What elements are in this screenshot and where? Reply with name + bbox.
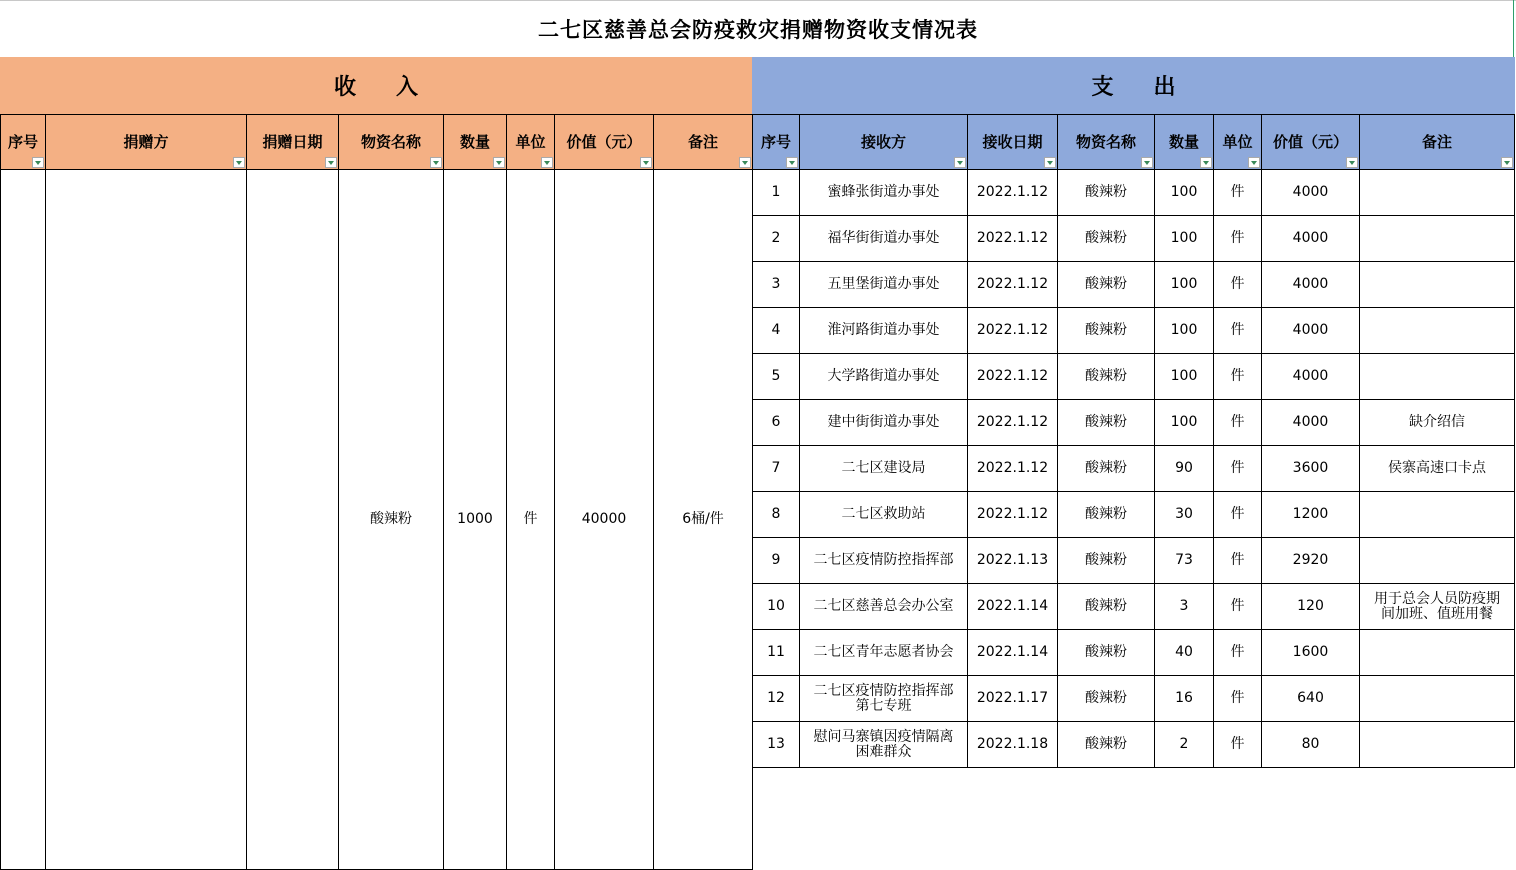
expense-section-header [752, 57, 1516, 114]
expense-note-cell[interactable] [1360, 308, 1515, 354]
income-col-value: 价值（元） [555, 115, 654, 170]
expense-value-cell[interactable]: 3600 [1262, 446, 1360, 492]
expense-seq-cell[interactable]: 2 [753, 216, 800, 262]
expense-seq-cell[interactable]: 9 [753, 538, 800, 584]
expense-recipient-cell[interactable]: 大学路街道办事处 [800, 354, 968, 400]
expense-qty-cell[interactable]: 90 [1155, 446, 1214, 492]
expense-item-cell[interactable]: 酸辣粉 [1058, 216, 1155, 262]
expense-qty-cell[interactable]: 30 [1155, 492, 1214, 538]
table-row [753, 676, 1515, 722]
expense-seq-cell[interactable]: 7 [753, 446, 800, 492]
expense-seq-cell[interactable]: 6 [753, 400, 800, 446]
table-row [753, 216, 1515, 262]
expense-value-cell[interactable]: 1600 [1262, 630, 1360, 676]
filter-dropdown-icon[interactable] [1346, 157, 1358, 168]
expense-recipient-cell[interactable]: 二七区疫情防控指挥部 [800, 538, 968, 584]
income-col-seq: 序号 [1, 115, 46, 170]
income-item-cell[interactable]: 酸辣粉 [339, 170, 444, 870]
expense-value-cell[interactable]: 1200 [1262, 492, 1360, 538]
filter-dropdown-icon[interactable] [1501, 157, 1513, 168]
expense-qty-cell[interactable]: 100 [1155, 262, 1214, 308]
expense-note-cell[interactable]: 侯寨高速口卡点 [1360, 446, 1515, 492]
income-section-label: 收入 [333, 74, 458, 100]
income-table [0, 114, 753, 870]
expense-date-cell[interactable]: 2022.1.12 [968, 170, 1058, 216]
filter-dropdown-icon[interactable] [1200, 157, 1212, 168]
expense-qty-cell[interactable]: 3 [1155, 584, 1214, 630]
expense-header-row [753, 115, 1515, 170]
expense-item-cell[interactable]: 酸辣粉 [1058, 492, 1155, 538]
expense-value-cell[interactable]: 4000 [1262, 400, 1360, 446]
expense-unit-cell[interactable]: 件 [1214, 354, 1262, 400]
selection-edge [1513, 0, 1514, 57]
expense-date-cell[interactable]: 2022.1.17 [968, 676, 1058, 722]
expense-seq-cell[interactable]: 11 [753, 630, 800, 676]
expense-qty-cell[interactable]: 16 [1155, 676, 1214, 722]
expense-col-unit: 单位 [1214, 115, 1262, 170]
expense-date-cell[interactable]: 2022.1.12 [968, 492, 1058, 538]
filter-dropdown-icon[interactable] [1248, 157, 1260, 168]
filter-dropdown-icon[interactable] [430, 157, 442, 168]
expense-recipient-cell[interactable]: 五里堡街道办事处 [800, 262, 968, 308]
expense-unit-cell[interactable]: 件 [1214, 400, 1262, 446]
expense-unit-cell[interactable]: 件 [1214, 492, 1262, 538]
expense-item-cell[interactable]: 酸辣粉 [1058, 584, 1155, 630]
expense-date-cell[interactable]: 2022.1.12 [968, 262, 1058, 308]
expense-note-cell[interactable]: 缺介绍信 [1360, 400, 1515, 446]
expense-recipient-cell[interactable]: 二七区疫情防控指挥部 第七专班 [800, 676, 968, 722]
expense-col-seq: 序号 [753, 115, 800, 170]
expense-value-cell[interactable]: 4000 [1262, 308, 1360, 354]
expense-unit-cell[interactable]: 件 [1214, 308, 1262, 354]
filter-dropdown-icon[interactable] [493, 157, 505, 168]
table-row [753, 262, 1515, 308]
expense-value-cell[interactable]: 2920 [1262, 538, 1360, 584]
expense-seq-cell[interactable]: 8 [753, 492, 800, 538]
income-donor-cell[interactable] [46, 170, 247, 870]
income-value-cell[interactable]: 40000 [555, 170, 654, 870]
expense-note-cell[interactable] [1360, 170, 1515, 216]
table-row [753, 446, 1515, 492]
expense-rows [753, 170, 1515, 768]
expense-note-cell[interactable] [1360, 492, 1515, 538]
filter-dropdown-icon[interactable] [325, 157, 337, 168]
expense-recipient-cell[interactable]: 建中街街道办事处 [800, 400, 968, 446]
income-note-cell[interactable]: 6桶/件 [654, 170, 753, 870]
expense-qty-cell[interactable]: 100 [1155, 354, 1214, 400]
income-unit-cell[interactable]: 件 [507, 170, 555, 870]
table-row [753, 354, 1515, 400]
expense-qty-cell[interactable]: 100 [1155, 308, 1214, 354]
expense-qty-cell[interactable]: 2 [1155, 722, 1214, 768]
table-row [753, 400, 1515, 446]
filter-dropdown-icon[interactable] [32, 157, 44, 168]
expense-date-cell[interactable]: 2022.1.12 [968, 354, 1058, 400]
income-col-item: 物资名称 [339, 115, 444, 170]
expense-item-cell[interactable]: 酸辣粉 [1058, 538, 1155, 584]
expense-note-cell[interactable] [1360, 630, 1515, 676]
income-col-date: 捐赠日期 [247, 115, 339, 170]
expense-date-cell[interactable]: 2022.1.13 [968, 538, 1058, 584]
filter-dropdown-icon[interactable] [786, 157, 798, 168]
expense-col-value: 价值（元） [1262, 115, 1360, 170]
income-seq-cell[interactable] [1, 170, 46, 870]
expense-date-cell[interactable]: 2022.1.12 [968, 446, 1058, 492]
expense-date-cell[interactable]: 2022.1.12 [968, 216, 1058, 262]
table-row [753, 630, 1515, 676]
expense-col-date: 接收日期 [968, 115, 1058, 170]
expense-qty-cell[interactable]: 100 [1155, 170, 1214, 216]
expense-item-cell[interactable]: 酸辣粉 [1058, 676, 1155, 722]
expense-seq-cell[interactable]: 10 [753, 584, 800, 630]
expense-item-cell[interactable]: 酸辣粉 [1058, 630, 1155, 676]
expense-seq-cell[interactable]: 4 [753, 308, 800, 354]
expense-seq-cell[interactable]: 13 [753, 722, 800, 768]
expense-col-note: 备注 [1360, 115, 1515, 170]
expense-recipient-cell[interactable]: 蜜蜂张街道办事处 [800, 170, 968, 216]
table-row [753, 722, 1515, 768]
expense-unit-cell[interactable]: 件 [1214, 170, 1262, 216]
expense-item-cell[interactable]: 酸辣粉 [1058, 170, 1155, 216]
expense-date-cell[interactable]: 2022.1.14 [968, 584, 1058, 630]
expense-value-cell[interactable]: 4000 [1262, 170, 1360, 216]
expense-seq-cell[interactable]: 5 [753, 354, 800, 400]
income-row [1, 170, 753, 870]
expense-note-cell[interactable] [1360, 722, 1515, 768]
expense-unit-cell[interactable]: 件 [1214, 216, 1262, 262]
expense-qty-cell[interactable]: 100 [1155, 216, 1214, 262]
table-row [753, 308, 1515, 354]
expense-item-cell[interactable]: 酸辣粉 [1058, 722, 1155, 768]
expense-col-item: 物资名称 [1058, 115, 1155, 170]
table-row [753, 538, 1515, 584]
table-row [753, 492, 1515, 538]
income-col-donor: 捐赠方 [46, 115, 247, 170]
expense-unit-cell[interactable]: 件 [1214, 630, 1262, 676]
expense-item-cell[interactable]: 酸辣粉 [1058, 446, 1155, 492]
filter-dropdown-icon[interactable] [954, 157, 966, 168]
filter-dropdown-icon[interactable] [1141, 157, 1153, 168]
expense-col-recipient: 接收方 [800, 115, 968, 170]
filter-dropdown-icon[interactable] [541, 157, 553, 168]
expense-col-qty: 数量 [1155, 115, 1214, 170]
expense-section-label: 支出 [1091, 74, 1216, 100]
income-date-cell[interactable] [247, 170, 339, 870]
expense-seq-cell[interactable]: 12 [753, 676, 800, 722]
expense-value-cell[interactable]: 4000 [1262, 216, 1360, 262]
income-col-qty: 数量 [444, 115, 507, 170]
expense-note-cell[interactable] [1360, 354, 1515, 400]
expense-note-cell[interactable] [1360, 538, 1515, 584]
expense-date-cell[interactable]: 2022.1.14 [968, 630, 1058, 676]
filter-dropdown-icon[interactable] [739, 157, 751, 168]
expense-recipient-cell[interactable]: 二七区青年志愿者协会 [800, 630, 968, 676]
income-section-header [0, 57, 753, 114]
expense-qty-cell[interactable]: 100 [1155, 400, 1214, 446]
income-col-unit: 单位 [507, 115, 555, 170]
expense-note-cell[interactable] [1360, 676, 1515, 722]
expense-unit-cell[interactable]: 件 [1214, 538, 1262, 584]
expense-date-cell[interactable]: 2022.1.12 [968, 400, 1058, 446]
expense-seq-cell[interactable]: 3 [753, 262, 800, 308]
expense-recipient-cell[interactable]: 慰问马寨镇因疫情隔离 困难群众 [800, 722, 968, 768]
expense-table [752, 114, 1515, 768]
expense-value-cell[interactable]: 4000 [1262, 262, 1360, 308]
expense-value-cell[interactable]: 80 [1262, 722, 1360, 768]
expense-item-cell[interactable]: 酸辣粉 [1058, 308, 1155, 354]
expense-recipient-cell[interactable]: 二七区建设局 [800, 446, 968, 492]
sheet-title: 二七区慈善总会防疫救灾捐赠物资收支情况表 [0, 0, 1516, 57]
expense-unit-cell[interactable]: 件 [1214, 584, 1262, 630]
expense-recipient-cell[interactable]: 淮河路街道办事处 [800, 308, 968, 354]
expense-qty-cell[interactable]: 73 [1155, 538, 1214, 584]
expense-date-cell[interactable]: 2022.1.12 [968, 308, 1058, 354]
table-row [753, 170, 1515, 216]
expense-item-cell[interactable]: 酸辣粉 [1058, 262, 1155, 308]
expense-recipient-cell[interactable]: 福华街街道办事处 [800, 216, 968, 262]
expense-note-cell[interactable]: 用于总会人员防疫期 间加班、值班用餐 [1360, 584, 1515, 630]
filter-dropdown-icon[interactable] [640, 157, 652, 168]
expense-item-cell[interactable]: 酸辣粉 [1058, 400, 1155, 446]
table-row [753, 584, 1515, 630]
expense-note-cell[interactable] [1360, 216, 1515, 262]
income-col-note: 备注 [654, 115, 753, 170]
expense-unit-cell[interactable]: 件 [1214, 262, 1262, 308]
expense-recipient-cell[interactable]: 二七区救助站 [800, 492, 968, 538]
expense-value-cell[interactable]: 4000 [1262, 354, 1360, 400]
expense-value-cell[interactable]: 120 [1262, 584, 1360, 630]
expense-seq-cell[interactable]: 1 [753, 170, 800, 216]
expense-note-cell[interactable] [1360, 262, 1515, 308]
expense-date-cell[interactable]: 2022.1.18 [968, 722, 1058, 768]
expense-qty-cell[interactable]: 40 [1155, 630, 1214, 676]
expense-unit-cell[interactable]: 件 [1214, 676, 1262, 722]
expense-unit-cell[interactable]: 件 [1214, 722, 1262, 768]
expense-recipient-cell[interactable]: 二七区慈善总会办公室 [800, 584, 968, 630]
income-header-row [1, 115, 753, 170]
filter-dropdown-icon[interactable] [233, 157, 245, 168]
expense-item-cell[interactable]: 酸辣粉 [1058, 354, 1155, 400]
expense-value-cell[interactable]: 640 [1262, 676, 1360, 722]
filter-dropdown-icon[interactable] [1044, 157, 1056, 168]
expense-unit-cell[interactable]: 件 [1214, 446, 1262, 492]
income-qty-cell[interactable]: 1000 [444, 170, 507, 870]
